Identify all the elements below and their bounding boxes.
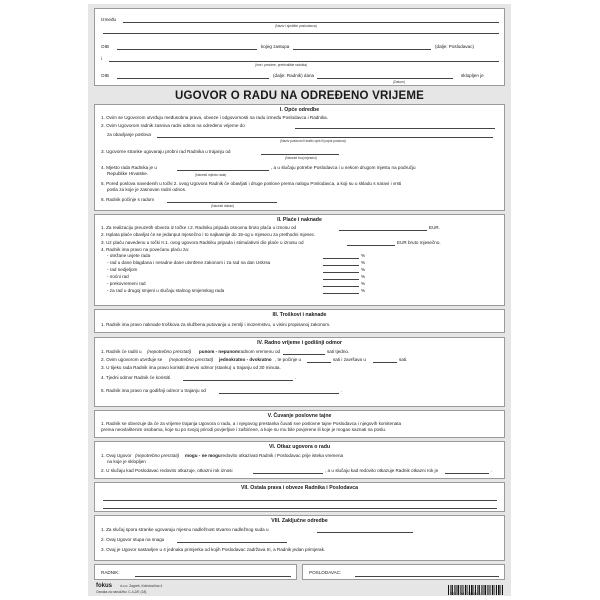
s1-p3: 3. Ugovorne stranke ugovaraju probni rad Radnika u trajanju od — [101, 149, 231, 154]
s1-p4c: Republike Hrvatske. — [107, 171, 149, 176]
barcode — [448, 582, 504, 596]
s4-p4: 4. Tjedni odmor Radnik će koristiti — [101, 375, 171, 380]
field-poslodavac-naziv-2[interactable] — [103, 33, 499, 34]
field-mjesto-rada[interactable] — [177, 170, 269, 171]
field-osnovna-placa[interactable] — [339, 230, 427, 231]
s4-p3: 3. U tijeku rada Radnik ima pravo koristiti dnevni odmor (stanku) u trajanju od 30 minuta. — [101, 365, 281, 370]
section-radno-vrijeme — [94, 337, 505, 407]
label-izmedu: Između — [101, 17, 117, 22]
field-probni-rad[interactable] — [261, 154, 339, 155]
s6-dot: . — [491, 468, 493, 473]
hint-pocetak-rada: (Navesti datum) — [211, 204, 235, 208]
field-pocetak-sati[interactable] — [307, 362, 331, 363]
s4-dot-2: . — [341, 388, 343, 393]
field-nadlezni-sud[interactable] — [317, 532, 413, 533]
field-zastupnik[interactable] — [293, 49, 431, 50]
s1-p2b: za obavljanje poslova — [107, 132, 151, 137]
s4-p1d: radnom vremenu od — [239, 349, 281, 354]
header-parties-box — [94, 8, 505, 86]
section-heading-5: V. Čuvanje poslovne tajne — [267, 413, 332, 419]
pct-5: % — [361, 281, 366, 286]
s1-p2: 2. Ovim Ugovorom radnik zasniva radni odnos na određeno vrijeme do — [101, 123, 245, 128]
publisher-brand: fokus — [96, 583, 113, 589]
s2-item-5: - prekovremeni rad — [107, 281, 146, 286]
s2-item-2: - rad u dane blagdana i neradne dane utvrđene zakonom i za rad na dan Uskrsa — [107, 260, 271, 265]
s6-p1e: na koje je sklopljen — [107, 459, 146, 464]
section-heading-8: VIII. Zaključne odredbe — [271, 518, 328, 524]
field-godisnji-odmor[interactable] — [219, 393, 339, 394]
field-pocetak-rada[interactable] — [167, 202, 277, 203]
section-otkaz — [94, 441, 505, 479]
s2-p4: 4. Radnik ima pravo na povećanu plaću za: — [101, 247, 190, 252]
section-opce-odredbe — [94, 104, 505, 211]
section-place-i-naknade — [94, 214, 505, 306]
field-radnik-ime[interactable] — [109, 61, 499, 62]
field-pct-2[interactable] — [323, 265, 359, 266]
label-dalje-poslodavac: (dalje: Poslodavac) — [435, 44, 475, 49]
s1-p5b: posla za koje je zasnovan radni odnos. — [107, 187, 187, 192]
hint-probni-rad: (Navesti broj mjeseci) — [285, 156, 317, 160]
field-pct-5[interactable] — [323, 286, 359, 287]
s4-p1c[interactable]: punom - nepunom — [199, 349, 240, 354]
signature-poslodavac-box — [302, 564, 505, 580]
hint-mjesto-rada: (Navesti mjesto rada) — [195, 173, 227, 177]
s2-p3: 3. Uz plaću navedenu u točki II.1. ovog ugovora Radniku pripada i stimulativni dio plaće u iznosu od — [101, 240, 304, 245]
s6-p1c[interactable]: mogu - ne mogu — [185, 453, 221, 458]
section-heading-1: I. Opće odredbe — [279, 107, 320, 113]
field-ostala-prava-1[interactable] — [103, 500, 497, 501]
s2-eur1: EUR. — [429, 225, 440, 230]
section-heading-3: III. Troškovi i naknade — [272, 312, 327, 318]
s4-p2b: (nepotrebno precrtati) — [169, 357, 214, 362]
field-pct-4[interactable] — [323, 279, 359, 280]
field-pct-6[interactable] — [323, 293, 359, 294]
s4-p1b: (nepotrebno precrtati) — [147, 349, 192, 354]
s6-p1d: redovito otkazivati Radnik i Poslodavac prije isteka vremena — [221, 453, 344, 458]
section-troskovi — [94, 309, 505, 333]
field-sati-tjedno[interactable] — [283, 354, 325, 355]
s6-p1a: 1. Ovaj Ugovor — [101, 453, 132, 458]
s5-p1: 1. Radnik se obvezuje da će za vrijeme trajanja Ugovora o radu, a i njegovog prestanka čuvati sve poslovne tajne Poslodavca i njegovih komitenata — [101, 421, 402, 426]
hint-ime: (Ime i prezime, prebivalište radnika) — [255, 63, 308, 67]
s4-p1a: 1. Radnik će raditi u — [101, 349, 142, 354]
label-oib-1: OIB — [101, 44, 109, 49]
field-otkazni-rok-poslodavac[interactable] — [253, 473, 323, 474]
field-potpis-radnik[interactable] — [135, 576, 291, 577]
field-poslodavac-naziv[interactable] — [123, 22, 499, 23]
hint-poslovi: (Naziv poslova ili kratki opis ili popis poslova) — [280, 139, 346, 143]
pct-1: % — [361, 253, 366, 258]
s1-p6: 6. Radnik počinje s radom — [101, 197, 155, 202]
s2-item-4: - noćni rad — [107, 274, 129, 279]
s4-p2d: , te počinje u — [275, 357, 302, 362]
publisher-company: d.o.o. Zagreb, Koledovčina 4 — [120, 584, 163, 588]
publisher-code: Oznaka za narudžbu: C-4-2/E (18) — [96, 590, 147, 594]
s6-p2a: 2. U slučaju kad Poslodavac redovito otkazuje, otkazni rok iznosi — [101, 468, 233, 473]
field-oib-radnik[interactable] — [117, 78, 269, 79]
s3-p1: 1. Radnik ima pravo naknade troškova za službena putovanja u zemlji i inozemstvu, u visini propisanoj zakonom. — [101, 322, 331, 327]
signature-radnik-box — [94, 564, 297, 580]
label-i: i — [101, 56, 103, 61]
section-heading-2: II. Plaće i naknade — [277, 217, 322, 223]
s2-p1: 1. Za realizaciju preuzetih obveza iz točke I.2. Radniku pripada osnovna bruto plaća u iznosu od — [101, 225, 297, 230]
field-stimulativni-dio[interactable] — [347, 245, 395, 246]
s4-p1e: sati tjedno. — [327, 349, 350, 354]
field-tjedni-odmor[interactable] — [183, 380, 293, 381]
s5-p1b: prema neovlaštenim osobama, koje su po svojoj prirodi povjerljive i zaštićene, a koje su mu bile povjerene ili koje je mogao saznati na poslu. — [101, 427, 387, 432]
pct-2: % — [361, 260, 366, 265]
label-radnik: RADNIK: — [101, 570, 120, 575]
s4-p2f: sati. — [399, 357, 408, 362]
field-pct-1[interactable] — [323, 258, 359, 259]
s2-item-6: - za rad u drugoj smjeni u slučaju stalnog smjenskog rada — [107, 288, 225, 293]
barcode-number: 3850042211168 — [450, 592, 482, 596]
label-poslodavac: POSLODAVAC: — [309, 570, 342, 575]
label-kojeg-zastupa: kojeg zastupa — [261, 44, 290, 49]
field-poslovi[interactable] — [157, 137, 493, 138]
field-ostala-prava-2[interactable] — [103, 508, 497, 509]
s4-p2e: sati i završava u — [333, 357, 366, 362]
s4-p2c[interactable]: jednokratno - dvokratno — [219, 357, 272, 362]
field-potpis-poslodavac[interactable] — [355, 576, 499, 577]
s8-p3: 3. Ovaj je Ugovor sastavljen u 4 jednaka primjerka od kojih Poslodavac zadržava tri, a Radnik jedan primjerak. — [101, 547, 326, 552]
label-oib-2: OIB — [101, 73, 109, 78]
document-title-wrap — [94, 89, 505, 103]
s2-item-1: - otežane uvjete rada — [107, 253, 151, 258]
section-poslovna-tajna — [94, 410, 505, 438]
s1-p5: 5. Pored poslova navedenih u točki 2. ovog Ugovora Radnik će obavljati i druge poslove prema nalogu Poslodavca, a koji su u skladu s naravi i vrsti — [101, 181, 402, 186]
field-oib-poslodavac[interactable] — [117, 49, 257, 50]
s4-p2a: 2. Ovim ugovorom utvrđuje se — [101, 357, 163, 362]
section-ostala-prava — [94, 482, 505, 512]
s6-p1b: (nepotrebno precrtati) — [135, 453, 180, 458]
section-heading-4: IV. Radno vrijeme i godišnji odmor — [257, 340, 342, 346]
field-pct-3[interactable] — [323, 272, 359, 273]
s6-p2b: , a u slučaju kad redovito otkazuje Radnik otkazni rok je — [325, 468, 439, 473]
s2-item-3: - rad nedjeljom — [107, 267, 138, 272]
label-sklopljen-je: sklopljen je — [461, 73, 484, 78]
s1-p1: 1. Ovim se Ugovorom utvrđuju međusobna prava, obveze i odgovornosti na radu između Poslodavca i Radnika. — [101, 115, 329, 120]
s4-dot-1: . — [295, 375, 297, 380]
section-heading-6: VI. Otkaz ugovora o radu — [268, 444, 331, 450]
section-zakljucne-odredbe — [94, 515, 505, 561]
s2-eur2: EUR bruto mjesečno. — [397, 240, 441, 245]
pct-4: % — [361, 274, 366, 279]
pct-3: % — [361, 267, 366, 272]
hint-datum: (Datum) — [393, 80, 405, 84]
field-zavrsetak-sati[interactable] — [373, 362, 397, 363]
s8-p1: 1. Za slučaj spora stranke ugovaraju mjesnu nadležnost stvarno nadležnog suda u — [101, 527, 269, 532]
footer-publisher — [96, 583, 356, 595]
document-title: UGOVOR O RADU NA ODREĐENO VRIJEME — [175, 90, 424, 102]
s1-p4: 4. Mjesto rada Radnika je u — [101, 165, 157, 170]
s4-p5: 5. Radnik ima pravo na godišnji odmor u trajanju od — [101, 388, 206, 393]
label-dalje-radnik-dana: (dalje: Radnik) dana — [273, 73, 315, 78]
section-heading-7: VII. Ostala prava i obveze Radnika i Poslodavca — [240, 485, 359, 491]
hint-naziv: (Naziv i sjedište poslodavca) — [275, 24, 317, 28]
s8-p2: 2. Ovaj Ugovor stupa na snagu — [101, 537, 165, 542]
s1-p4b: , a u slučaju potrebe Poslodavca i u nekom drugom mjestu na području — [271, 165, 416, 170]
field-datum-sklapanja[interactable] — [317, 78, 453, 79]
field-otkazni-rok-radnik[interactable] — [445, 473, 489, 474]
contract-form — [88, 4, 511, 596]
field-stupa-na-snagu[interactable] — [177, 542, 287, 543]
field-odredeno-do[interactable] — [295, 128, 495, 129]
pct-6: % — [361, 288, 366, 293]
s2-p2: 2. Isplata plaće obavljat će se jedanput mjesečno i to najkasnije do 15-og u mjesecu za prethodni mjesec. — [101, 232, 316, 237]
